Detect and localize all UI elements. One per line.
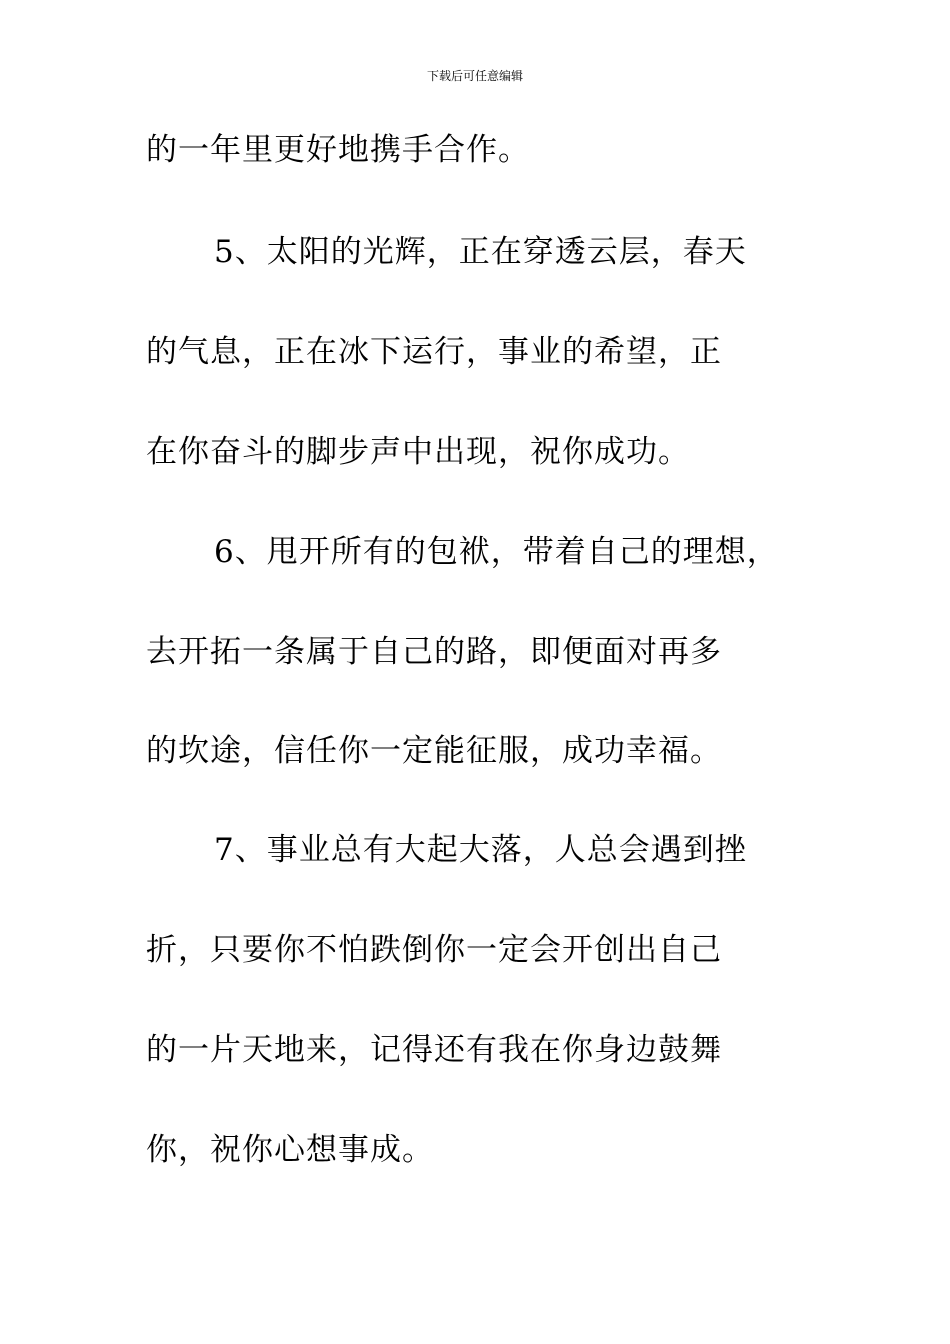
body-line: 折，只要你不怕跌倒你一定会开创出自己 (146, 932, 722, 968)
body-line: 在你奋斗的脚步声中出现，祝你成功。 (146, 434, 690, 470)
body-line: 的一片天地来，记得还有我在你身边鼓舞 (146, 1032, 722, 1068)
body-line: 5、太阳的光辉，正在穿透云层，春天 (214, 234, 747, 270)
body-line: 的气息，正在冰下运行，事业的希望，正 (146, 334, 722, 370)
page-header: 下载后可任意编辑 (426, 69, 523, 83)
body-line: 7、事业总有大起大落，人总会遇到挫 (214, 832, 747, 868)
body-line: 6、甩开所有的包袱，带着自己的理想， (214, 534, 779, 570)
body-line: 你，祝你心想事成。 (146, 1132, 434, 1168)
body-line: 的坎途，信任你一定能征服，成功幸福。 (146, 733, 722, 769)
body-line: 的一年里更好地携手合作。 (146, 132, 530, 168)
body-line: 去开拓一条属于自己的路，即便面对再多 (146, 634, 722, 670)
